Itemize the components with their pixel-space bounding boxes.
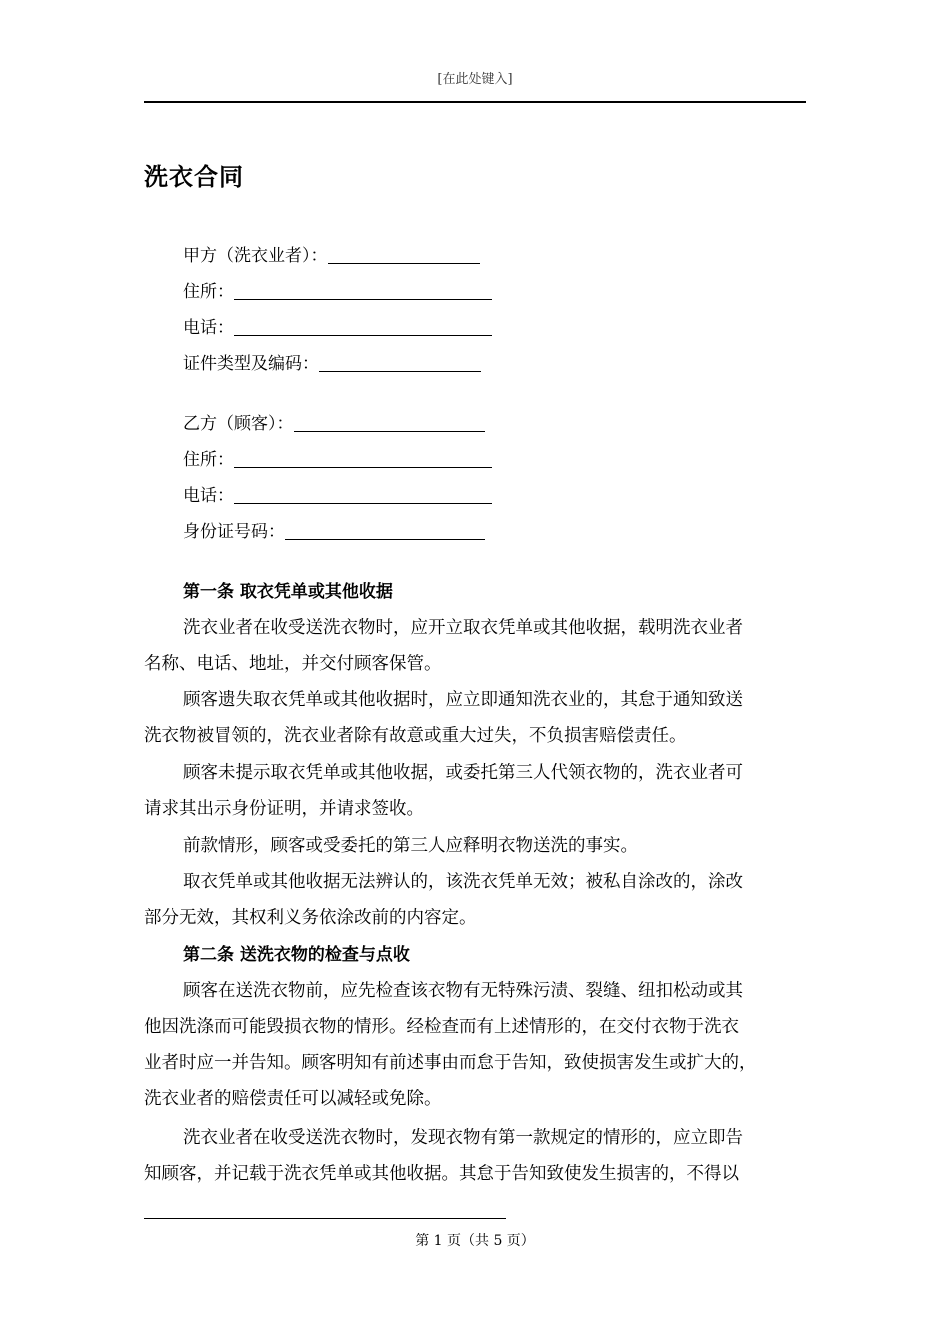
footer-divider [144, 1218, 506, 1219]
party-b-address-field [183, 448, 492, 472]
article-1-heading: 第一条 取衣凭单或其他收据 [183, 582, 393, 602]
paragraph-line: 取衣凭单或其他收据无法辨认的，该洗衣凭单无效；被私自涂改的，涂改 [183, 872, 743, 892]
paragraph-line: 他因洗涤而可能毁损衣物的情形。经检查而有上述情形的，在交付衣物于洗衣 [144, 1017, 739, 1037]
paragraph-line: 请求其出示身份证明，并请求签收。 [144, 799, 424, 819]
paragraph-line: 洗衣业者在收受送洗衣物时，应开立取衣凭单或其他收据，载明洗衣业者 [183, 618, 743, 638]
paragraph-line: 知顾客，并记载于洗衣凭单或其他收据。其怠于告知致使发生损害的，不得以 [144, 1164, 739, 1184]
party-a-phone-field [183, 316, 492, 340]
party-a-label: 甲方（洗衣业者）： [183, 246, 328, 266]
paragraph-line: 顾客在送洗衣物前，应先检查该衣物有无特殊污渍、裂缝、纽扣松动或其 [183, 981, 743, 1001]
paragraph-line: 洗衣业者在收受送洗衣物时，发现衣物有第一款规定的情形的，应立即告 [183, 1128, 743, 1148]
article-1-paragraph-2 [144, 682, 806, 754]
party-b-label: 乙方（顾客）： [183, 414, 294, 434]
article-2-paragraph-2 [144, 1120, 806, 1192]
paragraph-line: 前款情形，顾客或受委托的第三人应释明衣物送洗的事实。 [183, 836, 638, 856]
party-b-field [183, 412, 485, 436]
party-a-phone-label: 电话： [183, 318, 234, 338]
party-a-address-field [183, 280, 492, 304]
article-2-heading: 第二条 送洗衣物的检查与点收 [183, 945, 410, 965]
article-1-paragraph-1 [144, 610, 806, 682]
party-a-blank[interactable] [328, 245, 480, 264]
party-b-phone-label: 电话： [183, 486, 234, 506]
article-1-paragraph-3 [144, 755, 806, 827]
party-b-phone-blank[interactable] [234, 485, 492, 504]
party-a-address-label: 住所： [183, 282, 234, 302]
document-title: 洗衣合同 [144, 162, 244, 191]
party-a-address-blank[interactable] [234, 281, 492, 300]
party-b-address-blank[interactable] [234, 449, 492, 468]
paragraph-line: 洗衣业者的赔偿责任可以减轻或免除。 [144, 1089, 442, 1109]
article-2-paragraph-1 [144, 973, 806, 1117]
paragraph-line: 部分无效，其权利义务依涂改前的内容定。 [144, 908, 477, 928]
paragraph-line: 名称、电话、地址，并交付顾客保管。 [144, 654, 442, 674]
paragraph-line: 顾客未提示取衣凭单或其他收据，或委托第三人代领衣物的，洗衣业者可 [183, 763, 743, 783]
paragraph-line: 顾客遗失取衣凭单或其他收据时，应立即通知洗衣业的，其怠于通知致送 [183, 690, 743, 710]
party-a-id-field [183, 352, 481, 376]
page-header: [在此处键入] [437, 72, 513, 87]
party-b-address-label: 住所： [183, 450, 234, 470]
paragraph-line: 洗衣物被冒领的，洗衣业者除有故意或重大过失，不负损害赔偿责任。 [144, 726, 687, 746]
party-b-blank[interactable] [294, 413, 485, 432]
paragraph-line: 业者时应一并告知。顾客明知有前述事由而怠于告知，致使损害发生或扩大的， [144, 1053, 757, 1073]
article-1-paragraph-4 [144, 828, 806, 864]
party-b-id-label: 身份证号码： [183, 522, 285, 542]
party-b-phone-field [183, 484, 492, 508]
party-b-id-field [183, 520, 485, 544]
party-a-id-label: 证件类型及编码： [183, 354, 319, 374]
header-divider [144, 101, 806, 103]
article-1-paragraph-5 [144, 864, 806, 936]
party-a-phone-blank[interactable] [234, 317, 492, 336]
party-b-id-blank[interactable] [285, 521, 485, 540]
party-a-field [183, 244, 480, 268]
party-a-id-blank[interactable] [319, 353, 481, 372]
page-number: 第 1 页（共 5 页） [415, 1233, 535, 1249]
